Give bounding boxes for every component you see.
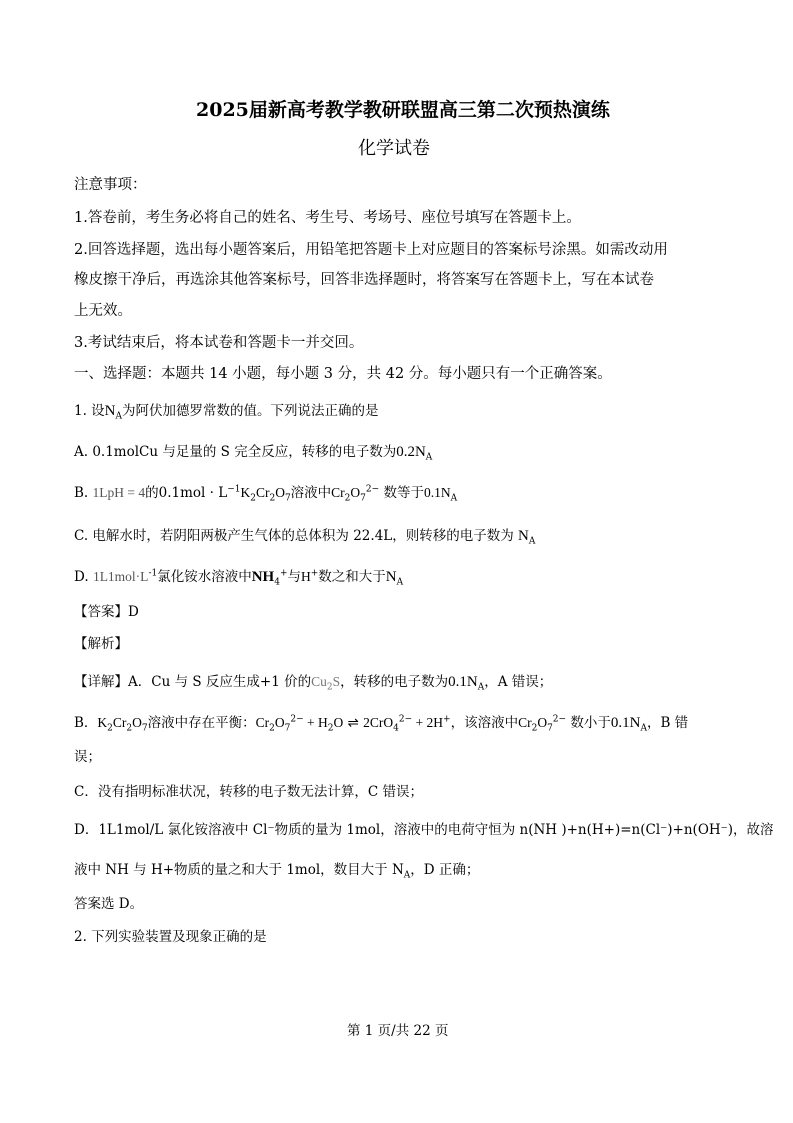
detail-b-line-2: 误； bbox=[74, 749, 101, 765]
page-number: 第 1 页/共 22 页 bbox=[347, 1023, 449, 1039]
detail-c: C．没有指明标准状况，转移的电子数无法计算，C 错误； bbox=[74, 784, 423, 800]
notes-item-2-line-3: 上无效。 bbox=[74, 303, 132, 319]
option-c: C. 电解水时，若阴阳两极产生气体的总体积为 22.4L，则转移的电子数为 $N_A$ bbox=[74, 528, 536, 547]
conclusion: 答案选 D。 bbox=[74, 896, 144, 912]
question-2-stem: 2. 下列实验装置及现象正确的是 bbox=[74, 929, 267, 945]
detail-d-line-2: 液中 NH 与 H+物质的量之和大于 1mol，数目大于 $N_A$，D 正确； bbox=[74, 862, 480, 881]
section-1-heading: 一、选择题：本题共 14 小题，每小题 3 分，共 42 分。每小题只有一个正确答案。 bbox=[74, 366, 612, 382]
option-d: D. $1L1mol\cdot L^{-1}$氯化铵水溶液中$NH_4^+$与H+数之和大于$N_A$ bbox=[74, 568, 404, 588]
detail-d-line-1: D．1L1mol/L 氯化铵溶液中 Cl⁻物质的量为 1mol，溶液中的电荷守恒为 n(NH )+n(H+)=n(Cl⁻)+n(OH⁻)，故溶 bbox=[74, 822, 774, 838]
exam-title: 2025届新高考教学教研联盟高三第二次预热演练 bbox=[196, 99, 610, 121]
analysis-label: 【解析】 bbox=[74, 636, 128, 652]
detail-b: B．$K_2Cr_2O_7$溶液中存在平衡：$Cr_2O_7^{2-} + H_2O$ ⇌ 2CrO$_4^{2-}$ + 2H+，该溶液中$Cr_2O_7^{2-}$ 数小于$0.1N_A$，B 错 bbox=[74, 714, 689, 734]
option-a: A. 0.1molCu 与足量的 S 完全反应，转移的电子数为$0.2N_A$ bbox=[74, 444, 433, 463]
notes-item-3: 3.考试结束后，将本试卷和答题卡一并交回。 bbox=[74, 335, 364, 351]
question-1-stem: 1. 设$N_A$为阿伏加德罗常数的值。下列说法正确的是 bbox=[74, 403, 379, 422]
notes-item-2-line-1: 2.回答选择题，选出每小题答案后，用铅笔把答题卡上对应题目的答案标号涂黑。如需改动用 bbox=[74, 242, 668, 258]
notes-heading: 注意事项： bbox=[74, 177, 147, 193]
answer-line: 【答案】D bbox=[74, 604, 139, 620]
exam-subtitle: 化学试卷 bbox=[358, 138, 430, 159]
detail-a: 【详解】A．Cu 与 S 反应生成+1 价的$Cu_2S$，转移的电子数为$0.1N_A$，A 错误； bbox=[74, 674, 553, 693]
notes-item-2-line-2: 橡皮擦干净后，再选涂其他答案标号，回答非选择题时，将答案写在答题卡上，写在本试卷 bbox=[74, 272, 654, 288]
notes-item-1: 1.答卷前，考生务必将自己的姓名、考生号、考场号、座位号填写在答题卡上。 bbox=[74, 210, 581, 226]
option-b: B. 1LpH = 4的$0.1mol \cdot L^{-1}K_2Cr_2O_7$溶液中$Cr_2O_7^{2-}$ 数等于$0.1N_A$ bbox=[74, 484, 458, 504]
